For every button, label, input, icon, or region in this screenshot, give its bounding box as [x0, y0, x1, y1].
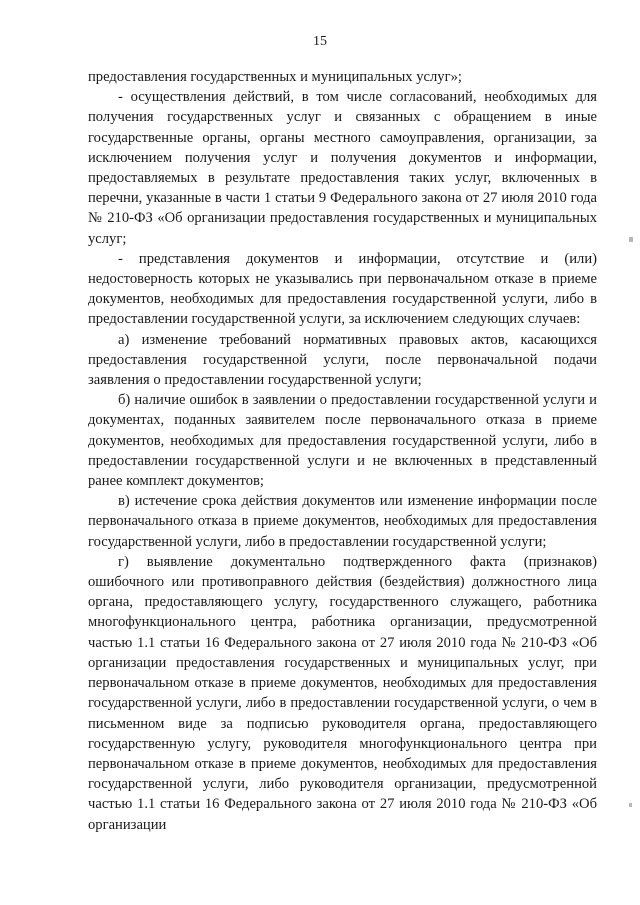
paragraph-case-b: б) наличие ошибок в заявлении о предоставлении государственной услуги и документах, поданных заявителем после первоначального отказа в приеме документов, необходимых для предоставления государственной услуги, либо в предоставлении государственной услуги и не включенных в представленный ранее комплект документов; [88, 392, 597, 490]
scan-margin-mark [629, 803, 632, 807]
page-number: 15 [313, 34, 327, 49]
paragraph-documents-clause: - представления документов и информации, отсутствие и (или) недостоверность которых не указывались при первоначальном отказе в приеме документов, необходимых для предоставления государственной услуги, либо в предоставлении государственной услуги, за исключением следующих случаев: [88, 250, 597, 328]
paragraph-case-d: г) выявление документально подтвержденного факта (признаков) ошибочного или противоправного действия (бездействия) должностного лица органа, предоставляющего услугу, государственного служащего, работника многофункционального центра, работника организации, предусмотренной частью 1.1 статьи 16 Федерального закона от 27 июля 2010 года № 210-ФЗ «Об организации предоставления государственных и муниципальных услуг, при первоначальном отказе в приеме документов, необходимых для предоставления государственной услуги, либо в предоставлении государственной услуги, о чем в письменном виде за подписью руководителя органа, предоставляющего государственную услугу, руководителя многофункционального центра при первоначальном отказе в приеме документов, необходимых для предоставления государственной услуги, либо руководителя организации, предусмотренной частью 1.1 статьи 16 Федерального закона от 27 июля 2010 года № 210-ФЗ «Об организации [88, 553, 597, 833]
paragraph-case-a: а) изменение требований нормативных правовых актов, касающихся предоставления государственной услуги, после первоначальной подачи заявления о предоставлении государственной услуги; [88, 331, 597, 389]
scan-margin-mark [629, 237, 633, 242]
paragraph-case-c: в) истечение срока действия документов или изменение информации после первоначального отказа в приеме документов, необходимых для предоставления государственной услуги, либо в предоставлении государственной услуги; [88, 493, 597, 550]
paragraph-continuation: предоставления государственных и муниципальных услуг»; [88, 69, 462, 85]
document-body [88, 67, 597, 835]
paragraph-actions-clause: - осуществления действий, в том числе согласований, необходимых для получения государственных услуг и связанных с обращением в иные государственные органы, органы местного самоуправления, организации, за исключением получения услуг и получения документов и информации, предоставляемых в результате предоставления таких услуг, включенных в перечни, указанные в части 1 статьи 9 Федерального закона от 27 июля 2010 года № 210-ФЗ «Об организации предоставления государственных и муниципальных услуг; [88, 89, 597, 247]
